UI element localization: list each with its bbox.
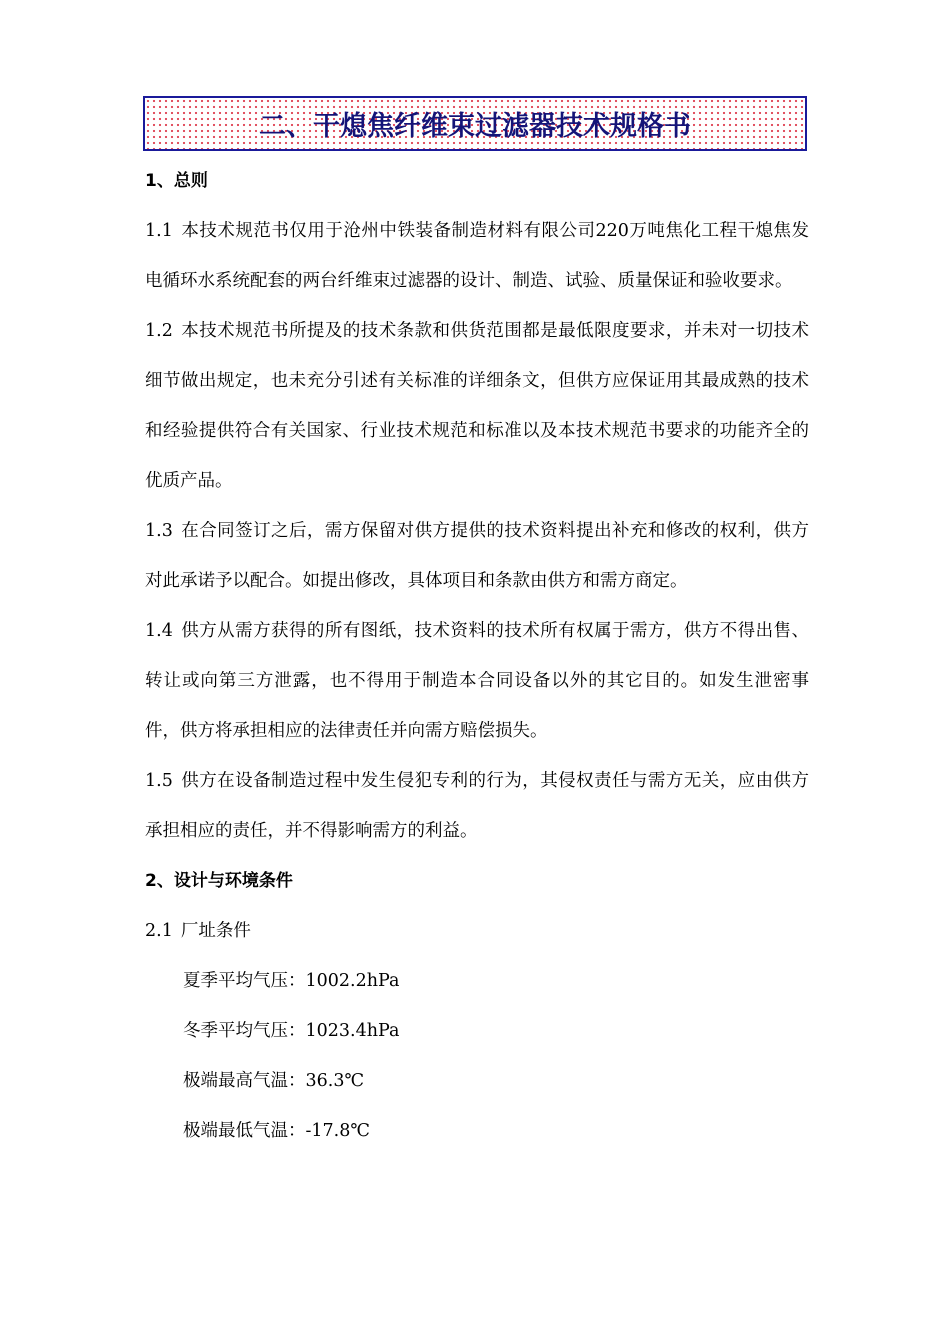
document-title: 二、干熄焦纤维束过滤器技术规格书 bbox=[259, 111, 691, 142]
document-body bbox=[145, 156, 809, 1156]
paragraph-1-1 bbox=[145, 206, 809, 306]
clause-number: 1.2 bbox=[145, 321, 173, 341]
section-heading-general: 1、总则 bbox=[145, 171, 208, 191]
subsection-site-conditions bbox=[145, 906, 809, 956]
paragraph-1-5 bbox=[145, 756, 809, 856]
clause-text: 在合同签订之后，需方保留对供方提供的技术资料提出补充和修改的权利，供方对此承诺予以配合。如提出修改，具体项目和条款由供方和需方商定。 bbox=[145, 521, 809, 591]
clause-number: 1.5 bbox=[145, 771, 173, 791]
clause-number: 1.3 bbox=[145, 521, 173, 541]
clause-text: 供方在设备制造过程中发生侵犯专利的行为，其侵权责任与需方无关，应由供方承担相应的责任，并不得影响需方的利益。 bbox=[145, 771, 809, 841]
paragraph-1-2 bbox=[145, 306, 809, 506]
paragraph-1-3 bbox=[145, 506, 809, 606]
clause-number: 1.4 bbox=[145, 621, 173, 641]
section-heading-design-conditions: 2、设计与环境条件 bbox=[145, 871, 293, 891]
paragraph-1-4 bbox=[145, 606, 809, 756]
condition-summer-pressure: 夏季平均气压：1002.2hPa bbox=[183, 971, 400, 991]
condition-winter-pressure: 冬季平均气压：1023.4hPa bbox=[183, 1021, 400, 1041]
clause-text: 供方从需方获得的所有图纸，技术资料的技术所有权属于需方，供方不得出售、转让或向第三方泄露，也不得用于制造本合同设备以外的其它目的。如发生泄密事件，供方将承担相应的法律责任并向需方赔偿损失。 bbox=[145, 621, 809, 741]
clause-text: 厂址条件 bbox=[180, 921, 251, 941]
condition-max-temperature: 极端最高气温：36.3℃ bbox=[183, 1071, 365, 1091]
document-title-box bbox=[143, 96, 807, 151]
clause-number: 1.1 bbox=[145, 221, 173, 241]
clause-text: 本技术规范书仅用于沧州中铁装备制造材料有限公司220万吨焦化工程干熄焦发电循环水系统配套的两台纤维束过滤器的设计、制造、试验、质量保证和验收要求。 bbox=[145, 221, 809, 291]
condition-min-temperature: 极端最低气温：-17.8℃ bbox=[183, 1121, 370, 1141]
clause-number: 2.1 bbox=[145, 921, 173, 941]
clause-text: 本技术规范书所提及的技术条款和供货范围都是最低限度要求，并未对一切技术细节做出规定，也未充分引述有关标准的详细条文，但供方应保证用其最成熟的技术和经验提供符合有关国家、行业技术规范和标准以及本技术规范书要求的功能齐全的优质产品。 bbox=[145, 321, 809, 491]
